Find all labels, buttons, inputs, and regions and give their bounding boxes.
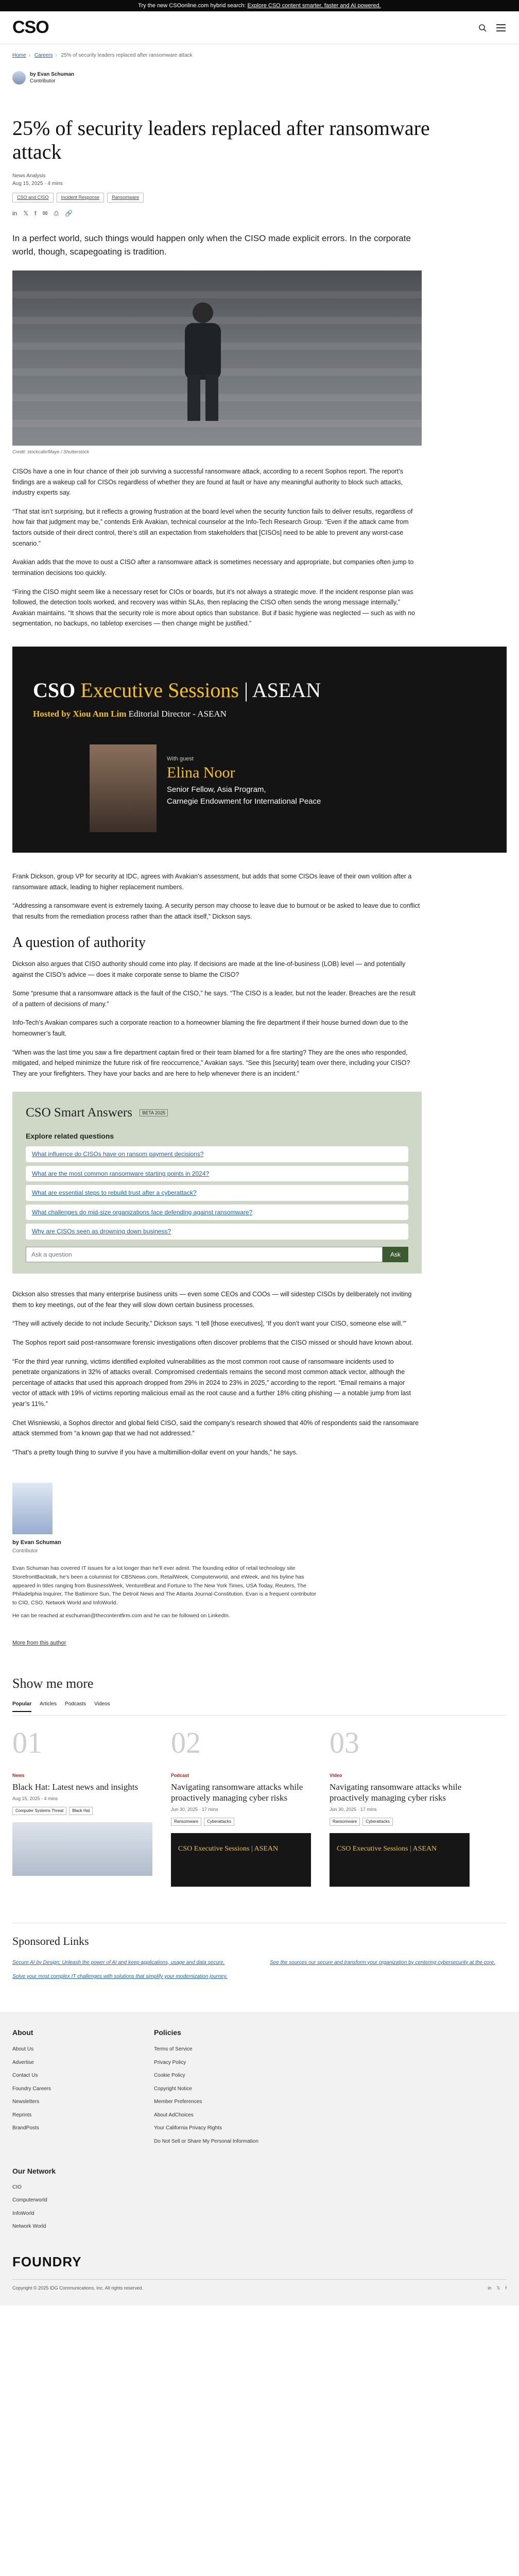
footer-link[interactable]: About AdChoices	[154, 2112, 194, 2118]
card-title[interactable]: Navigating ransomware attacks while proactively managing cyber risks	[171, 1782, 303, 1803]
card-date: Jun 30, 2025 · 17 mins	[171, 1807, 218, 1812]
paragraph: Frank Dickson, group VP for security at IDC, agrees with Avakian’s assessment, but adds that some CISOs leave of their own volition after a ransomware attack, leading to higher replacement numbers.	[12, 873, 412, 891]
footer-link[interactable]: Advertise	[12, 2059, 34, 2065]
explore-heading: Explore related questions	[26, 1132, 114, 1141]
related-question[interactable]: What are the most common ransomware starting points in 2024?	[26, 1166, 408, 1182]
read-time: 4 mins	[47, 180, 63, 187]
paragraph: Chet Wisniewski, a Sophos director and global field CISO, said the company’s research showed that 40% of respondents said the ransomware attack stemmed from “a known gap that we had not addressed.”	[12, 1419, 419, 1437]
footer-link[interactable]: Cookie Policy	[154, 2073, 185, 2079]
footer-link[interactable]: Privacy Policy	[154, 2059, 186, 2065]
facebook-icon[interactable]: f	[505, 2285, 507, 2291]
card-number: 03	[330, 1725, 359, 1759]
footer-link[interactable]: Network World	[12, 2224, 46, 2230]
footer-link[interactable]: Your California Privacy Rights	[154, 2125, 222, 2131]
card-thumbnail[interactable]: CSO Executive Sessions | ASEAN	[330, 1833, 470, 1887]
card-tag[interactable]: Ransomware	[171, 1818, 201, 1826]
breadcrumb: Home › Careers › 25% of security leaders replaced after ransomware attack	[12, 53, 193, 58]
card-number: 01	[12, 1725, 42, 1759]
tab-popular[interactable]: Popular	[12, 1700, 31, 1712]
breadcrumb-current: 25% of security leaders replaced after ransomware attack	[61, 53, 193, 58]
paragraph: Dickson also argues that CISO authority should come into play. If decisions are made at the line-of-business (LOB) level — and potentially against the CISO’s advice — does it make corporate sense to blame the CISO?	[12, 960, 406, 978]
footer-network	[12, 2166, 507, 2231]
menu-icon[interactable]	[495, 22, 507, 33]
section-heading: A question of authority	[12, 934, 146, 951]
content-card[interactable]	[12, 1725, 152, 1887]
author-name[interactable]: by Evan Schuman	[12, 1539, 61, 1546]
show-me-more-title: Show me more	[12, 1675, 94, 1691]
tag[interactable]: Incident Response	[57, 193, 105, 203]
footer-link[interactable]: Foundry Careers	[12, 2086, 51, 2092]
card-tag[interactable]: Computer Systems Threat	[12, 1807, 66, 1815]
promo-link[interactable]: Explore CSO content smarter, faster and AI powered.	[247, 3, 381, 9]
author-bio: Evan Schuman has covered IT issues for a lot longer than he’ll ever admit. The founding editor of retail technology site StorefrontBacktalk, he’s been a columnist for CBSNews.com, RetailWeek, Computerworld, and eWeek, and his byline has appeared in titles ranging from BusinessWeek, VentureBeat and Fortune to The New York Times, USA Today, Reuters, The Philadelphia Inquirer, The Baltimore Sun, The Detroit News and The Atlanta Journal-Constitution. Evan is a frequent contributor to CIO, CSO, Network World and InfoWorld.	[12, 1565, 317, 1606]
footer-link[interactable]: Computerworld	[12, 2197, 47, 2204]
link-icon[interactable]: 🔗	[65, 210, 73, 217]
foundry-logo[interactable]: FOUNDRY	[12, 2253, 82, 2269]
related-question[interactable]: What influence do CISOs have on ransom payment decisions?	[26, 1146, 408, 1162]
sponsored-link[interactable]: Solve your most complex IT challenges with solutions that simplify your modernization journey.	[12, 1974, 228, 1980]
footer-link[interactable]: CIO	[12, 2184, 22, 2190]
byline	[12, 71, 507, 84]
card-type: Video	[330, 1772, 342, 1778]
paragraph: “They will actively decide to not include Security,” Dickson says. “I tell [those executives], ‘If you don’t want your CISO, someone else will.’”	[12, 1320, 406, 1328]
show-me-more-tabs	[12, 1700, 507, 1716]
footer-policies-title: Policies	[154, 2028, 181, 2037]
footer-link[interactable]: About Us	[12, 2046, 34, 2053]
article-lede: In a perfect world, such things would happen only when the CISO made explicit errors. In the corporate world, though, scapegoating is tradition.	[12, 233, 411, 257]
banner-guest: With guest Elina Noor Senior Fellow, Asia Program, Carnegie Endowment for International Peace	[167, 756, 321, 806]
show-me-more	[12, 1673, 507, 1887]
footer-social	[488, 2285, 507, 2292]
author-photo[interactable]	[12, 1483, 53, 1534]
article	[0, 71, 519, 1981]
footer-link[interactable]: BrandPosts	[12, 2125, 39, 2131]
promo-text: Try the new CSOonline.com hybrid search:	[138, 3, 246, 9]
footer-about	[12, 2027, 51, 2151]
executive-sessions-banner[interactable]	[12, 647, 507, 853]
tab-podcasts[interactable]: Podcasts	[65, 1701, 86, 1707]
card-thumbnail[interactable]: CSO Executive Sessions | ASEAN	[171, 1833, 311, 1887]
footer-link[interactable]: Contact Us	[12, 2073, 38, 2079]
paragraph: CISOs have a one in four chance of their job surviving a successful ransomware attack, according to a recent Sophos report. The report’s findings are a wakeup call for CISOs regardless of whether they are found at fault or have any meaningful authority to block such attacks, industry experts say.	[12, 467, 403, 497]
businessman-illustration	[167, 297, 239, 426]
article-title: 25% of security leaders replaced after ransomware attack	[12, 116, 430, 163]
footer-policies	[154, 2027, 258, 2151]
x-icon[interactable]: 𝕏	[23, 210, 29, 217]
paragraph: Dickson also stresses that many enterprise business units — even some CEOs and COOs — will sidestep CISOs by deliberately not inviting them to key meetings, out of the fear they will slow down certain business processes.	[12, 1291, 412, 1309]
article-meta: News Analysis Aug 15, 2025 · 4 mins	[12, 172, 507, 188]
card-title[interactable]: Navigating ransomware attacks while proactively managing cyber risks	[330, 1782, 462, 1803]
site-footer	[0, 2012, 519, 2306]
copyright: Copyright © 2025 IDG Communications, Inc. All rights reserved.	[12, 2285, 144, 2291]
author-role: Contributor	[30, 78, 56, 84]
author-name[interactable]: by Evan Schuman	[30, 71, 75, 77]
avatar[interactable]	[12, 71, 26, 84]
related-question[interactable]: Why are CISOs seen as drowning down business?	[26, 1224, 408, 1240]
card-tag[interactable]: Cyberattacks	[204, 1818, 234, 1826]
breadcrumb-careers[interactable]: Careers	[34, 53, 53, 58]
share-bar	[12, 209, 507, 218]
paragraph: “Addressing a ransomware event is extremely taxing. A security person may choose to leave due to burnout or be asked to leave due to conflict that results from the remediation process rather than the attack itself,” Dickson says.	[12, 902, 420, 920]
beta-badge: BETA 2025	[140, 1109, 168, 1116]
footer-link[interactable]: Do Not Sell or Share My Personal Information	[154, 2138, 258, 2144]
linkedin-icon[interactable]: in	[488, 2285, 492, 2291]
footer-link[interactable]: Newsletters	[12, 2099, 40, 2105]
search-icon[interactable]	[477, 22, 488, 33]
ask-form	[26, 1247, 408, 1262]
footer-link[interactable]: Terms of Service	[154, 2046, 193, 2053]
content-card[interactable]	[330, 1725, 470, 1887]
card-tag[interactable]: Cyberattacks	[362, 1818, 393, 1826]
footer-network-title: Our Network	[12, 2167, 56, 2176]
site-logo[interactable]: CSO	[12, 18, 49, 38]
sponsored-links	[12, 1923, 507, 1980]
paragraph: “That stat isn’t surprising, but it reflects a growing frustration at the board level when the security function fails to deliver results, regardless of how fair that judgment may be,” contends Erik Avakian, technical counselor at the Info-Tech Research Group. “Even if the attack came from factors outside of their direct control, there’s still an expectation from stakeholders that [CISOs] need to be able to prevent any worst-case scenario.”	[12, 507, 413, 547]
sponsored-link[interactable]: Secure AI by Design: Unleash the power of AI and keep applications, usage and data secure.	[12, 1959, 225, 1965]
tag[interactable]: Ransomware	[107, 193, 144, 203]
tab-videos[interactable]: Videos	[94, 1701, 110, 1707]
footer-link[interactable]: InfoWorld	[12, 2210, 34, 2216]
card-number: 02	[171, 1725, 201, 1759]
paragraph: “Firing the CISO might seem like a necessary reset for CIOs or boards, but it’s not always a strategic move. If the incident response plan was followed, the detection tools worked, and recovery was within SLAs, then replacing the CISO often sends the wrong message internally,” Avakian maintains. “It shows that the security role is more about optics than substance. But if basic hygiene was neglected — such as with no segmentation, no backups, no tabletop exercises — then change might be justified.”	[12, 588, 416, 628]
footer-link[interactable]: Copyright Notice	[154, 2086, 192, 2092]
sponsored-title: Sponsored Links	[12, 1935, 89, 1948]
author-box	[12, 1483, 507, 1620]
paragraph: Info-Tech’s Avakian compares such a corporate reaction to a homeowner blaming the fire department if their house burned down due to the homeowner’s fault.	[12, 1019, 408, 1038]
card-type: News	[12, 1772, 25, 1778]
article-date: Aug 15, 2025	[12, 180, 43, 187]
sponsored-link[interactable]: See the sources our secure and transform your organization by centering cybersecurity at the core.	[270, 1959, 496, 1965]
card-tag[interactable]: Black Hat	[69, 1807, 93, 1815]
card-thumbnail[interactable]	[12, 1822, 152, 1876]
ask-button[interactable]: Ask	[383, 1247, 408, 1262]
author-contact: He can be reached at eschuman@thecontentfirm.com and he can be followed on LinkedIn.	[12, 1613, 230, 1619]
linkedin-icon[interactable]: in	[12, 210, 18, 217]
ask-input[interactable]	[26, 1247, 383, 1262]
x-icon[interactable]: 𝕏	[496, 2285, 500, 2291]
email-icon[interactable]: ✉	[42, 210, 48, 217]
paragraph: Some “presume that a ransomware attack is the fault of the CISO,” he says. “The CISO is a leader, but not the leader. Breaches are the result of a pattern of decisions of many.”	[12, 990, 416, 1008]
facebook-icon[interactable]: f	[34, 210, 37, 217]
paragraph: “That’s a pretty tough thing to survive if you have a multimillion-dollar event on your hands,” he says.	[12, 1448, 298, 1456]
site-header	[0, 11, 519, 44]
tab-articles[interactable]: Articles	[40, 1701, 57, 1707]
card-type: Podcast	[171, 1772, 189, 1778]
content-card[interactable]	[171, 1725, 311, 1887]
card-tag[interactable]: Ransomware	[330, 1818, 360, 1826]
promo-bar	[0, 0, 519, 11]
card-title[interactable]: Black Hat: Latest news and insights	[12, 1782, 139, 1792]
card-date: Jun 30, 2025 · 17 mins	[330, 1807, 377, 1812]
paragraph: “When was the last time you saw a fire department captain fired or their team blamed for a fire starting? They are the ones who responded, mitigated, and helped minimize the future risk of fire reoccurrence,” Avakian says. “See this [security] team over there, including your CISO? They are your firefighters. They have your backs and are here to help whenever there is an incident.”	[12, 1048, 410, 1077]
paragraph: Avakian adds that the move to oust a CISO after a ransomware attack is sometimes necessary and appropriate, but companies often jump to termination decisions too quickly.	[12, 558, 414, 577]
author-role: Contributor	[12, 1548, 38, 1554]
footer-link[interactable]: Member Preferences	[154, 2099, 202, 2105]
banner-title: CSO Executive Sessions | ASEAN	[33, 679, 321, 702]
article-tags	[12, 193, 507, 203]
banner-host: Hosted by Xiou Ann Lim Editorial Director - ASEAN	[33, 709, 227, 719]
paragraph: The Sophos report said post-ransomware forensic investigations often discover problems that the CISO missed or should have known about.	[12, 1338, 413, 1346]
card-date: Aug 15, 2025 · 4 mins	[12, 1795, 58, 1801]
footer-link[interactable]: Reprints	[12, 2112, 32, 2118]
smart-answers-title: CSO Smart Answers BETA 2025	[26, 1103, 408, 1123]
related-question[interactable]: What challenges do mid-size organizations face defending against ransomware?	[26, 1205, 408, 1221]
breadcrumb-home[interactable]: Home	[12, 53, 26, 58]
hero-image	[12, 270, 422, 446]
guest-photo	[90, 744, 157, 832]
news-type: News Analysis	[12, 173, 46, 179]
image-caption: Credit: stockcafe/Maye / Shutterstock	[12, 449, 90, 455]
print-icon[interactable]: ⎙	[54, 210, 59, 217]
related-question[interactable]: What are essential steps to rebuild trust after a cyberattack?	[26, 1185, 408, 1201]
tag[interactable]: CSO and CISO	[12, 193, 54, 203]
footer-about-title: About	[12, 2028, 33, 2037]
paragraph: “For the third year running, victims identified exploited vulnerabilities as the most common root cause of ransomware incidents used to penetrate organizations in 32% of attacks overall. Compromised credentials remains the second most common attack vector, although the percentage of attacks that used this approach dropped from 29% in 2024 to 23% in 2025,” according to the report. “Email remains a major vector of attack with 19% of victims reporting malicious email as the root cause and a further 18% citing phishing — a notable jump from last year’s 11%.”	[12, 1358, 411, 1408]
smart-answers	[12, 1092, 422, 1274]
more-from-author-link[interactable]: More from this author	[12, 1639, 66, 1646]
